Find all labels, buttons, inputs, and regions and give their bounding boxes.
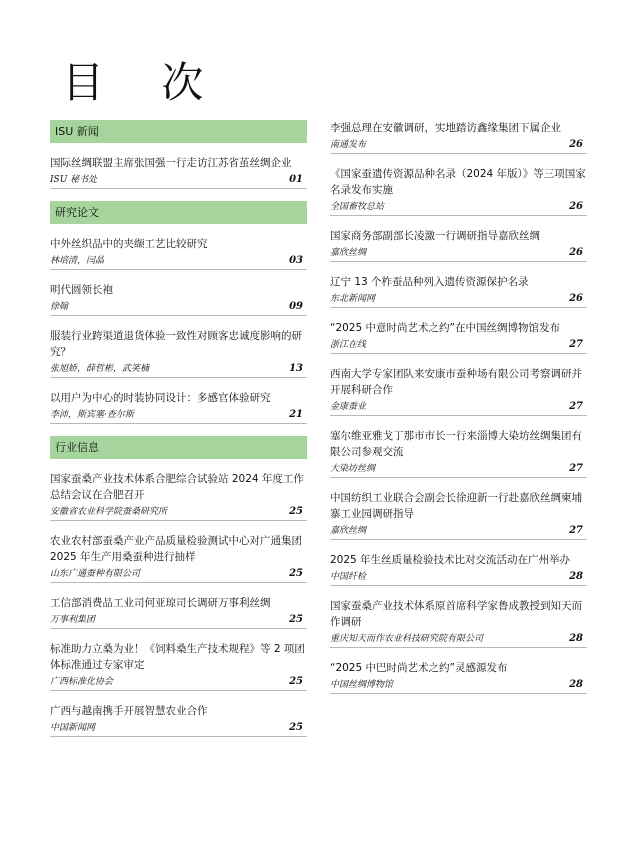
toc-entry[interactable] [330, 366, 587, 416]
entry-source: 张旭娇，薛哲彬，武笑楠 [50, 364, 150, 374]
entry-page: 27 [569, 463, 583, 474]
entry-source: 山东广通蚕种有限公司 [50, 569, 141, 579]
entry-source: 浙江在线 [330, 340, 367, 350]
entry-title: 李强总理在安徽调研，实地踏访鑫缘集团下属企业 [330, 122, 561, 134]
toc-entry[interactable] [330, 166, 587, 216]
toc-entry[interactable] [330, 320, 587, 354]
toc-entry[interactable] [50, 595, 307, 629]
entry-source: 中国丝绸博物馆 [330, 680, 394, 690]
left-column [50, 120, 307, 749]
entry-title: “2025 中意时尚艺术之约”在中国丝绸博物馆发布 [330, 322, 560, 334]
entry-page: 13 [289, 363, 303, 374]
entry-title: 农业农村部蚕桑产业产品质量检验测试中心对广通集团 2025 年生产用桑蚕种进行抽样 [50, 535, 302, 563]
toc-entry[interactable] [50, 641, 307, 691]
entry-page: 21 [289, 409, 303, 420]
entry-title: 中外丝织品中的夹缬工艺比较研究 [50, 238, 208, 250]
toc-entry[interactable] [330, 120, 587, 154]
entry-page: 01 [289, 174, 303, 185]
entry-title: 2025 年生丝质量检验技术比对交流活动在广州举办 [330, 554, 571, 566]
toc-entry[interactable] [330, 598, 587, 648]
entry-title: 中国纺织工业联合会副会长徐迎新一行赴嘉欣丝绸柬埔寨工业园调研指导 [330, 492, 582, 520]
entry-source: 重庆知天而作农业科技研究院有限公司 [330, 634, 484, 644]
section-header-isu-news: ISU 新闻 [50, 120, 307, 143]
section-header-research: 研究论文 [50, 201, 307, 224]
entry-page: 28 [569, 571, 583, 582]
toc-entry[interactable] [50, 236, 307, 270]
entry-title: 国际丝绸联盟主席张国强一行走访江苏省茧丝绸企业 [50, 157, 292, 169]
entry-source: 林培清，闫晶 [50, 256, 105, 266]
entry-title: 以用户为中心的时装协同设计：多感官体验研究 [50, 392, 271, 404]
entry-title: 西南大学专家团队来安康市蚕种场有限公司考察调研并开展科研合作 [330, 368, 582, 396]
entry-source: 徐翰 [50, 302, 69, 312]
entry-page: 25 [289, 676, 303, 687]
toc-entry[interactable] [330, 490, 587, 540]
entry-source: 广西标准化协会 [50, 677, 114, 687]
entry-page: 26 [569, 293, 583, 304]
entry-page: 25 [289, 722, 303, 733]
entry-title: 辽宁 13 个柞蚕品种列入遗传资源保护名录 [330, 276, 529, 288]
toc-entry[interactable] [50, 533, 307, 583]
entry-page: 26 [569, 247, 583, 258]
toc-entry[interactable] [50, 282, 307, 316]
toc-entry[interactable] [330, 552, 587, 586]
entry-page: 09 [289, 301, 303, 312]
entry-title: 国家蚕桑产业技术体系合肥综合试验站 2024 年度工作总结会议在合肥召开 [50, 473, 304, 501]
section-header-industry: 行业信息 [50, 436, 307, 459]
page-title: 目 次 [62, 58, 226, 107]
entry-source: 李沛，斯宾塞·查尔斯 [50, 410, 134, 420]
entry-title: 服装行业跨渠道退货体验一致性对顾客忠诚度影响的研究？ [50, 330, 302, 358]
entry-source: 安徽省农业科学院蚕桑研究所 [50, 507, 168, 517]
entry-title: 国家蚕桑产业技术体系原首席科学家鲁成教授到知天而作调研 [330, 600, 582, 628]
entry-page: 27 [569, 401, 583, 412]
toc-entry[interactable] [330, 228, 587, 262]
entry-title: 标准助力立桑为业！《饲料桑生产技术规程》等 2 项团体标准通过专家审定 [50, 643, 305, 671]
entry-title: 广西与越南携手开展智慧农业合作 [50, 705, 208, 717]
entry-source: 中国纤检 [330, 572, 367, 582]
entry-page: 28 [569, 633, 583, 644]
toc-entry[interactable] [330, 428, 587, 478]
toc-entry[interactable] [50, 471, 307, 521]
toc-entry[interactable] [50, 390, 307, 424]
toc-entry[interactable] [330, 274, 587, 308]
entry-source: ISU 秘书处 [50, 175, 98, 185]
entry-page: 27 [569, 339, 583, 350]
entry-page: 25 [289, 614, 303, 625]
entry-source: 中国新闻网 [50, 723, 96, 733]
entry-source: 嘉欣丝绸 [330, 248, 367, 258]
entry-title: 《国家蚕遗传资源品种名录（2024 年版）》等三项国家名录发布实施 [330, 168, 586, 196]
entry-title: “2025 中巴时尚艺术之约”灵感源发布 [330, 662, 508, 674]
entry-page: 26 [569, 139, 583, 150]
entry-source: 大染坊丝绸 [330, 464, 376, 474]
entry-title: 工信部消费品工业司何亚琼司长调研万事利丝绸 [50, 597, 271, 609]
right-column [330, 120, 587, 706]
toc-entry[interactable] [50, 328, 307, 378]
entry-page: 28 [569, 679, 583, 690]
entry-page: 26 [569, 201, 583, 212]
entry-page: 25 [289, 506, 303, 517]
entry-source: 金康蚕业 [330, 402, 367, 412]
toc-entry[interactable] [50, 703, 307, 737]
entry-source: 南通发布 [330, 140, 367, 150]
entry-source: 东北新闻网 [330, 294, 376, 304]
entry-title: 国家商务部副部长凌激一行调研指导嘉欣丝绸 [330, 230, 540, 242]
toc-entry[interactable] [330, 660, 587, 694]
entry-page: 25 [289, 568, 303, 579]
entry-title: 明代圆领长袍 [50, 284, 113, 296]
entry-page: 27 [569, 525, 583, 536]
entry-source: 嘉欣丝绸 [330, 526, 367, 536]
entry-title: 塞尔维亚雅戈丁那市市长一行来淄博大染坊丝绸集团有限公司参观交流 [330, 430, 582, 458]
entry-source: 全国畜牧总站 [330, 202, 385, 212]
entry-page: 03 [289, 255, 303, 266]
entry-source: 万事利集团 [50, 615, 96, 625]
toc-entry[interactable] [50, 155, 307, 189]
